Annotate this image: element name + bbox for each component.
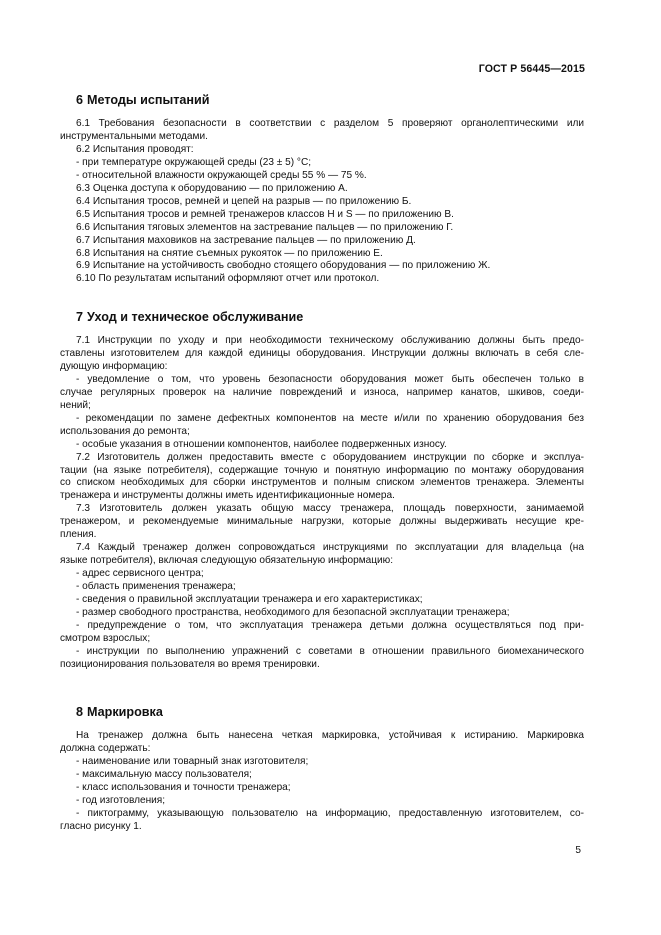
section-heading	[76, 92, 584, 108]
section-heading	[76, 704, 584, 720]
text-line: - предупреждение о том, что эксплуатация тренажера детьми должна осуществляться под при-	[76, 619, 584, 631]
standard-header: ГОСТ Р 56445—2015	[478, 63, 585, 75]
text-line: На тренажер должна быть нанесена четкая маркировка, устойчивая к истиранию. Маркировка	[76, 730, 584, 741]
text-line: 7.1 Инструкции по уходу и при необходимости техническому обслуживанию должны быть предо-	[76, 335, 584, 346]
text-line: - инструкции по выполнению упражнений с советами в отношении правильного биомеханического	[76, 645, 584, 657]
text-line: - пиктограмму, указывающую пользователю на информацию, предоставленную изготовителем, со-	[76, 807, 584, 819]
section-body	[60, 730, 584, 834]
text-line: - уведомление о том, что уровень безопасности оборудования может быть обеспечен только в	[76, 373, 584, 385]
section-marking	[60, 704, 584, 834]
text-line: - рекомендации по замене дефектных компонентов на месте и/или по хранению оборудования без	[76, 412, 584, 424]
text-line: 6.10 По результатам испытаний оформляют отчет или протокол.	[76, 273, 380, 285]
text-line: тации (на языке потребителя), содержащие точную и понятную информацию по монтажу оборудования	[60, 464, 584, 476]
text-line: - год изготовления;	[76, 794, 166, 806]
section-body	[60, 118, 584, 286]
section-title: Маркировка	[87, 705, 163, 719]
text-line: смотром взрослых;	[60, 632, 151, 644]
text-line: 7.3 Изготовитель должен указать общую массу тренажера, площадь поверхности, занимаемой	[76, 503, 584, 515]
text-line: должна содержать:	[60, 742, 151, 754]
text-line: 6.8 Испытания на снятие съемных рукояток — по приложению Е.	[76, 247, 383, 259]
section-title: Методы испытаний	[87, 93, 210, 107]
text-line: дующую информацию:	[60, 360, 168, 372]
text-line: позиционирования пользователя во время тренировки.	[60, 658, 320, 670]
text-line: - максимальную массу пользователя;	[76, 768, 252, 780]
text-line: тренажера и инструменты должны иметь идентификационные номера.	[60, 490, 395, 502]
page-number: 5	[575, 845, 581, 856]
text-line: тренажером, и рекомендуемые минимальные нагрузки, которые должны выдерживать несущие кре-	[60, 516, 584, 528]
section-number: 6	[76, 93, 84, 107]
text-line: - особые указания в отношении компонентов, наиболее подверженных износу.	[76, 438, 447, 450]
section-number: 8	[76, 705, 84, 719]
text-line: - наименование или товарный знак изготовителя;	[76, 755, 309, 767]
text-line: использования до ремонта;	[60, 425, 190, 437]
text-line: инструментальными методами.	[60, 130, 208, 142]
text-line: 6.5 Испытания тросов и ремней тренажеров классов H и S — по приложению В.	[76, 208, 454, 220]
section-test-methods	[60, 92, 584, 286]
text-line: - область применения тренажера;	[76, 581, 236, 593]
text-line: 6.6 Испытания тяговых элементов на застревание пальцев — по приложению Г.	[76, 221, 454, 233]
text-line: гласно рисунку 1.	[60, 820, 142, 832]
text-line: языке потребителя), включая следующую обязательную информацию:	[60, 555, 394, 567]
text-line: 6.9 Испытание на устойчивость свободно стоящего оборудования — по приложению Ж.	[76, 260, 491, 272]
text-line: - адрес сервисного центра;	[76, 568, 204, 580]
section-heading	[76, 309, 584, 325]
text-line: нений;	[60, 399, 91, 411]
text-line: 6.1 Требования безопасности в соответствии с разделом 5 проверяют органолептическими или	[76, 118, 584, 129]
section-care-maintenance	[60, 309, 584, 672]
section-body	[60, 335, 584, 672]
text-line: - относительной влажности окружающей среды 55 % — 75 %.	[76, 169, 367, 181]
text-line: 7.4 Каждый тренажер должен сопровождаться инструкциями по эксплуатации для владельца (на	[76, 542, 584, 554]
text-line: 7.2 Изготовитель должен предоставить вместе с оборудованием инструкции по сборке и эксплуа-	[76, 451, 584, 463]
text-line: - при температуре окружающей среды (23 ± 5) °C;	[76, 156, 312, 168]
text-line: 6.2 Испытания проводят:	[76, 143, 194, 155]
text-line: - размер свободного пространства, необходимого для безопасной эксплуатации тренажера;	[76, 607, 510, 619]
text-line: случае регулярных проверок на наличие повреждений и износа, например канатов, шкивов, соеди-	[60, 386, 584, 398]
text-line: пления.	[60, 529, 97, 541]
text-line: 6.7 Испытания маховиков на застревание пальцев — по приложению Д.	[76, 234, 416, 246]
section-number: 7	[76, 310, 84, 324]
text-line: 6.3 Оценка доступа к оборудованию — по приложению А.	[76, 182, 348, 194]
text-line: - сведения о правильной эксплуатации тренажера и его характеристиках;	[76, 594, 423, 606]
text-line: 6.4 Испытания тросов, ремней и цепей на разрыв — по приложению Б.	[76, 195, 412, 207]
text-line: со списком необходимых для сборки инструментов и полным списком элементов тренажера. Элементы	[60, 477, 584, 489]
section-title: Уход и техническое обслуживание	[87, 310, 304, 324]
text-line: - класс использования и точности тренажера;	[76, 781, 291, 793]
text-line: ставлены изготовителем для каждой единицы оборудования. Инструкции должны включать в себя сле-	[60, 347, 584, 359]
